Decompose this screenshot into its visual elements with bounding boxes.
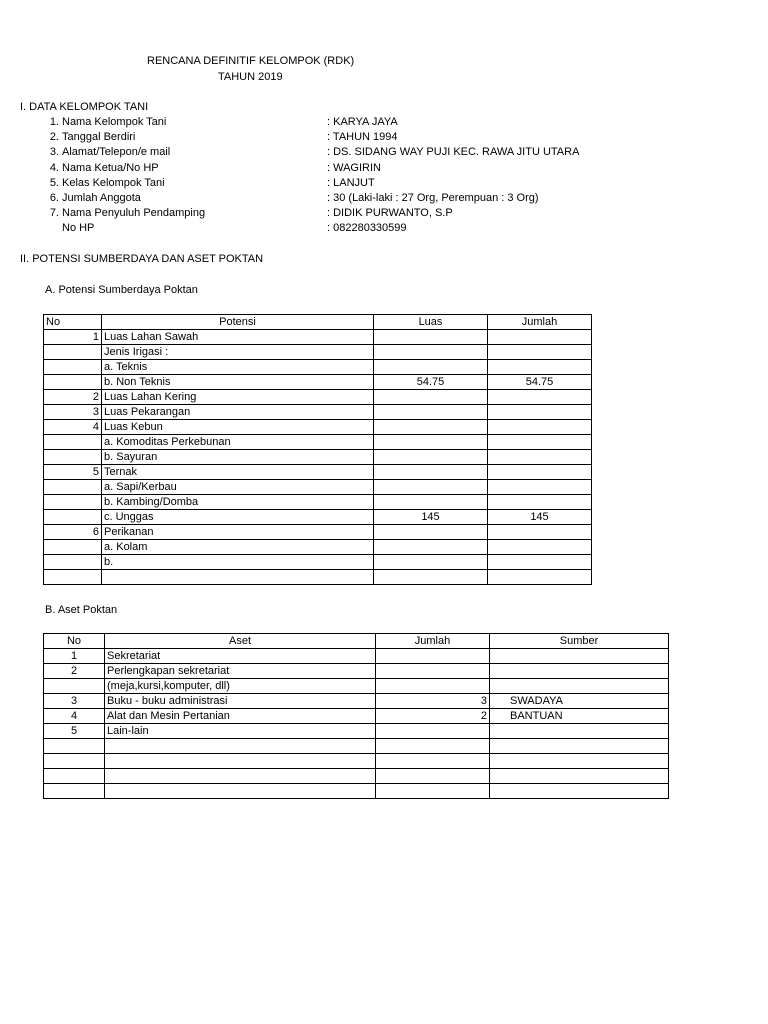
info-number: 7.: [49, 207, 59, 220]
info-label: Nama Ketua/No HP: [62, 161, 159, 174]
info-label: Nama Penyuluh Pendamping: [62, 207, 206, 220]
table-row: [44, 769, 669, 784]
cell-sumber: SWADAYA: [490, 694, 669, 709]
info-row: [20, 177, 740, 192]
info-value: : 082280330599: [327, 222, 407, 235]
cell-potensi: c. Unggas: [102, 510, 374, 525]
cell-potensi: Luas Lahan Kering: [102, 390, 374, 405]
cell-luas: [374, 420, 488, 435]
table-row: [44, 465, 592, 480]
table-row: [44, 784, 669, 799]
cell-sumber: [490, 664, 669, 679]
cell-no: [44, 435, 102, 450]
info-row: [20, 162, 740, 177]
table-row: [44, 649, 669, 664]
info-number: 2.: [49, 131, 59, 144]
header-luas: Luas: [374, 315, 488, 330]
table-row: [44, 420, 592, 435]
cell-luas: [374, 555, 488, 570]
cell-jumlah: [488, 465, 592, 480]
cell-luas: [374, 525, 488, 540]
cell-potensi: Ternak: [102, 465, 374, 480]
cell-jumlah: [488, 390, 592, 405]
cell-no: 2: [44, 390, 102, 405]
cell-jumlah: [488, 555, 592, 570]
cell-no: 5: [44, 465, 102, 480]
info-row: [20, 207, 740, 222]
info-value: : WAGIRIN: [327, 161, 381, 174]
cell-aset: Alat dan Mesin Pertanian: [105, 709, 376, 724]
info-number: 1.: [49, 116, 59, 128]
cell-no: 1: [44, 649, 105, 664]
info-value: : DIDIK PURWANTO, S.P: [327, 207, 453, 220]
cell-jumlah: [488, 495, 592, 510]
cell-luas: [374, 450, 488, 465]
cell-potensi: Perikanan: [102, 525, 374, 540]
cell-potensi: Luas Lahan Sawah: [102, 330, 374, 345]
cell-potensi: b.: [102, 555, 374, 570]
cell-potensi: a. Komoditas Perkebunan: [102, 435, 374, 450]
section-2-heading: II. POTENSI SUMBERDAYA DAN ASET POKTAN: [20, 253, 264, 265]
cell-no: [44, 754, 105, 769]
cell-jumlah: [376, 739, 490, 754]
info-value: : 30 (Laki-laki : 27 Org, Perempuan : 3 Org): [327, 192, 539, 204]
cell-aset: Buku - buku administrasi: [105, 694, 376, 709]
cell-jumlah: [488, 345, 592, 360]
info-label: Alamat/Telepon/e mail: [62, 146, 171, 159]
table-row: [44, 679, 669, 694]
cell-no: [44, 495, 102, 510]
cell-potensi: Luas Pekarangan: [102, 405, 374, 420]
header-jumlah: Jumlah: [488, 315, 592, 330]
cell-sumber: BANTUAN: [490, 709, 669, 724]
table-row: [44, 480, 592, 495]
cell-jumlah: [488, 570, 592, 585]
header-no: No: [44, 634, 105, 649]
cell-sumber: [490, 649, 669, 664]
info-number: 3.: [49, 146, 59, 159]
cell-jumlah: [488, 360, 592, 375]
cell-no: 3: [44, 694, 105, 709]
cell-no: [44, 375, 102, 390]
info-value: : DS. SIDANG WAY PUJI KEC. RAWA JITU UTARA: [327, 146, 580, 159]
table-row: [44, 694, 669, 709]
cell-jumlah: [488, 420, 592, 435]
table-row: [44, 375, 592, 390]
cell-potensi: a. Teknis: [102, 360, 374, 375]
cell-no: [44, 555, 102, 570]
info-label: Kelas Kelompok Tani: [62, 176, 165, 189]
info-label: Tanggal Berdiri: [62, 131, 136, 144]
info-value: : TAHUN 1994: [327, 131, 398, 144]
cell-sumber: [490, 754, 669, 769]
table-row: [44, 709, 669, 724]
cell-luas: [374, 495, 488, 510]
cell-aset: [105, 784, 376, 799]
table-row: [44, 390, 592, 405]
cell-aset: Sekretariat: [105, 649, 376, 664]
aset-table: [43, 633, 669, 799]
info-number: 5.: [49, 176, 59, 189]
document-title: RENCANA DEFINITIF KELOMPOK (RDK): [147, 55, 355, 67]
cell-jumlah: [488, 540, 592, 555]
cell-no: [44, 360, 102, 375]
cell-jumlah: [488, 450, 592, 465]
document-year: TAHUN 2019: [218, 71, 283, 83]
cell-no: 5: [44, 724, 105, 739]
table-row: [44, 330, 592, 345]
table-row: [44, 570, 592, 585]
cell-potensi: b. Kambing/Domba: [102, 495, 374, 510]
cell-sumber: [490, 724, 669, 739]
subsection-a-heading: A. Potensi Sumberdaya Poktan: [45, 284, 198, 296]
subsection-b-heading: B. Aset Poktan: [45, 604, 118, 616]
info-row: [20, 131, 740, 146]
header-no: No: [44, 315, 102, 330]
cell-jumlah: 145: [488, 510, 592, 525]
cell-sumber: [490, 739, 669, 754]
header-potensi: Potensi: [102, 315, 374, 330]
table-row: [44, 739, 669, 754]
cell-jumlah: 2: [376, 709, 490, 724]
cell-luas: [374, 360, 488, 375]
cell-potensi: b. Sayuran: [102, 450, 374, 465]
aset-table-header: [44, 634, 669, 649]
cell-jumlah: [376, 679, 490, 694]
info-number: 6.: [49, 192, 59, 204]
info-value: : KARYA JAYA: [327, 116, 398, 128]
cell-aset: Perlengkapan sekretariat: [105, 664, 376, 679]
cell-jumlah: [376, 649, 490, 664]
table-row: [44, 555, 592, 570]
cell-jumlah: [376, 724, 490, 739]
table-row: [44, 435, 592, 450]
cell-no: 2: [44, 664, 105, 679]
cell-potensi: Luas Kebun: [102, 420, 374, 435]
table-row: [44, 540, 592, 555]
info-label: Nama Kelompok Tani: [62, 116, 167, 128]
cell-luas: [374, 390, 488, 405]
cell-luas: [374, 480, 488, 495]
cell-no: 6: [44, 525, 102, 540]
cell-potensi: Jenis Irigasi :: [102, 345, 374, 360]
table-row: [44, 405, 592, 420]
cell-jumlah: [376, 754, 490, 769]
table-row: [44, 495, 592, 510]
cell-no: [44, 510, 102, 525]
cell-potensi: a. Sapi/Kerbau: [102, 480, 374, 495]
info-value: : LANJUT: [327, 176, 375, 189]
cell-no: [44, 345, 102, 360]
cell-sumber: [490, 784, 669, 799]
table-row: [44, 360, 592, 375]
table-row: [44, 450, 592, 465]
cell-luas: [374, 345, 488, 360]
table-row: [44, 525, 592, 540]
potensi-table: [43, 314, 592, 585]
cell-jumlah: 3: [376, 694, 490, 709]
cell-no: 1: [44, 330, 102, 345]
cell-luas: [374, 540, 488, 555]
info-label: Jumlah Anggota: [62, 192, 141, 204]
info-row: [20, 222, 740, 237]
cell-sumber: [490, 769, 669, 784]
table-row: [44, 754, 669, 769]
cell-jumlah: 54.75: [488, 375, 592, 390]
section-1-heading: I. DATA KELOMPOK TANI: [20, 101, 149, 113]
header-aset: Aset: [105, 634, 376, 649]
cell-potensi: [102, 570, 374, 585]
cell-jumlah: [488, 480, 592, 495]
cell-no: [44, 450, 102, 465]
cell-jumlah: [488, 405, 592, 420]
cell-no: [44, 784, 105, 799]
cell-aset: [105, 754, 376, 769]
table-row: [44, 724, 669, 739]
cell-aset: Lain-lain: [105, 724, 376, 739]
cell-no: [44, 570, 102, 585]
cell-no: [44, 739, 105, 754]
cell-aset: (meja,kursi,komputer, dll): [105, 679, 376, 694]
table-row: [44, 510, 592, 525]
cell-luas: [374, 465, 488, 480]
cell-no: [44, 480, 102, 495]
cell-jumlah: [376, 784, 490, 799]
header-jumlah: Jumlah: [376, 634, 490, 649]
cell-sumber: [490, 679, 669, 694]
cell-jumlah: [488, 525, 592, 540]
cell-luas: [374, 405, 488, 420]
cell-potensi: a. Kolam: [102, 540, 374, 555]
info-row: [20, 192, 740, 207]
cell-no: 3: [44, 405, 102, 420]
cell-no: [44, 679, 105, 694]
cell-jumlah: [488, 330, 592, 345]
cell-luas: [374, 435, 488, 450]
cell-no: 4: [44, 420, 102, 435]
header-sumber: Sumber: [490, 634, 669, 649]
table-row: [44, 345, 592, 360]
info-number: 4.: [49, 161, 59, 174]
cell-jumlah: [488, 435, 592, 450]
cell-luas: [374, 330, 488, 345]
info-row: [20, 116, 740, 131]
table-row: [44, 664, 669, 679]
cell-no: [44, 769, 105, 784]
cell-no: [44, 540, 102, 555]
info-label: No HP: [62, 222, 95, 235]
cell-potensi: b. Non Teknis: [102, 375, 374, 390]
info-row: [20, 146, 740, 161]
cell-jumlah: [376, 664, 490, 679]
cell-aset: [105, 739, 376, 754]
cell-aset: [105, 769, 376, 784]
cell-luas: 145: [374, 510, 488, 525]
cell-luas: 54.75: [374, 375, 488, 390]
cell-jumlah: [376, 769, 490, 784]
potensi-table-header: [44, 315, 592, 330]
cell-no: 4: [44, 709, 105, 724]
cell-luas: [374, 570, 488, 585]
